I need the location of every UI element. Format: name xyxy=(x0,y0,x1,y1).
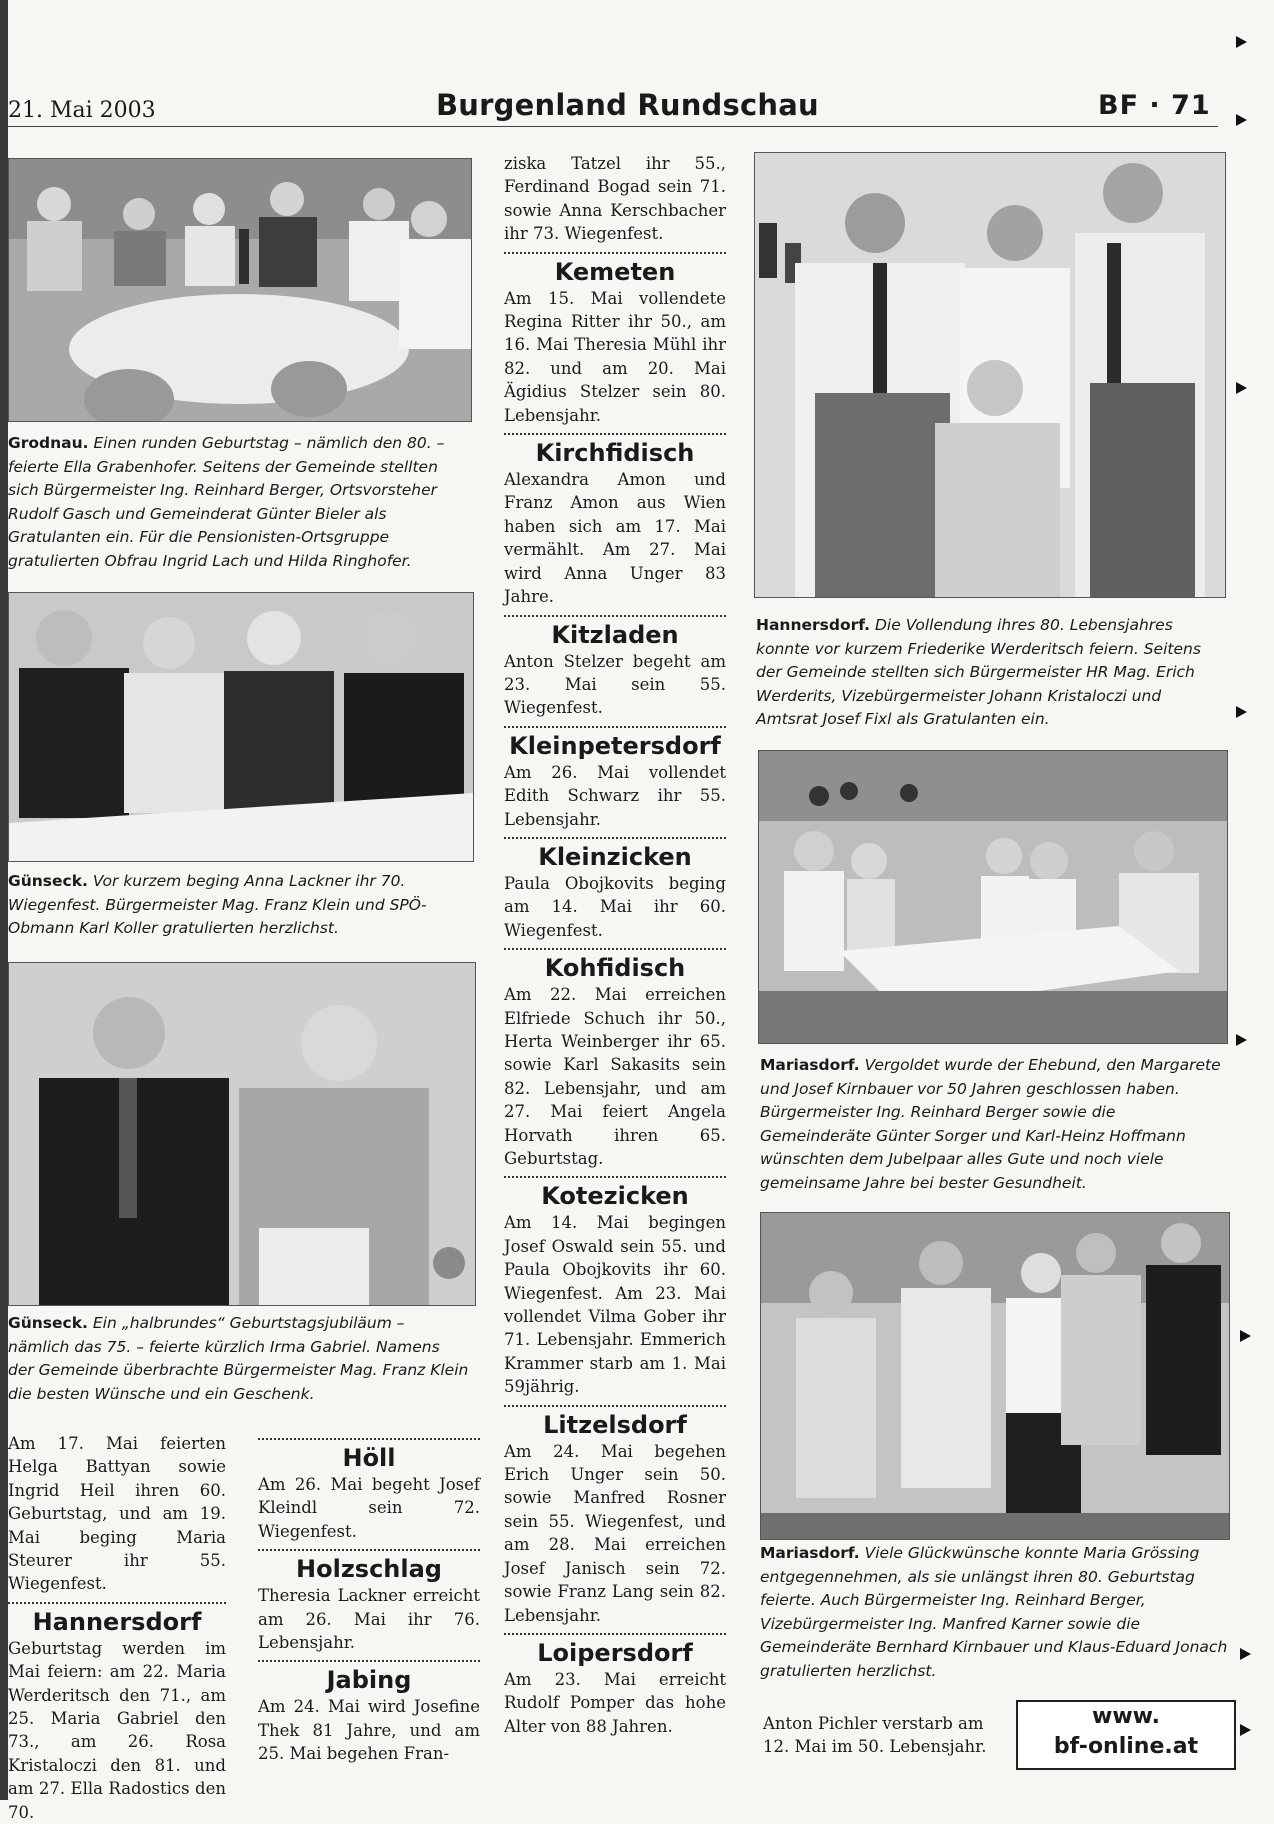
section-kohfidisch xyxy=(504,948,726,1170)
dotted-rule xyxy=(504,1176,726,1178)
margin-mark-icon xyxy=(1236,706,1247,718)
margin-mark-icon xyxy=(1236,1034,1247,1046)
town-heading: Kleinzicken xyxy=(538,842,692,871)
caption-place: Hannersdorf. xyxy=(756,616,871,634)
caption-guenseck-lackner xyxy=(8,870,470,941)
dotted-rule xyxy=(258,1660,480,1662)
margin-mark-icon xyxy=(1236,36,1247,48)
section-text: Am 26. Mai begeht Josef Kleindl sein 72. Wiegenfest. xyxy=(258,1475,480,1541)
margin-mark-icon xyxy=(1240,1330,1251,1342)
page-number: BF · 71 xyxy=(1098,90,1211,121)
section-text: Am 23. Mai erreicht Rudolf Pomper das hohe Alter von 88 Jahren. xyxy=(504,1669,726,1736)
town-heading: Kitzladen xyxy=(551,620,679,649)
dotted-rule xyxy=(8,1602,226,1604)
section-litzelsdorf xyxy=(504,1405,726,1627)
section-text: Alexandra Amon und Franz Amon aus Wien haben sich am 17. Mai vermählt. Am 27. Mai wird Anna Unger 83 Jahre. xyxy=(504,470,726,607)
promo-line-1: www. xyxy=(1092,1704,1160,1729)
caption-text: Die Vollendung ihres 80. Lebensjahres konnte vor kurzem Friederike Werderitsch feiern. Seitens der Gemeinde stellten sich Bürgermeister HR Mag. Erich Werderits, Vizebürgermeister Johann Kristaloczi und Amtsrat Josef Fixl als Gratulanten ein. xyxy=(756,616,1201,728)
town-heading: Litzelsdorf xyxy=(543,1410,687,1439)
dotted-rule xyxy=(504,252,726,254)
caption-place: Günseck. xyxy=(8,872,88,890)
section-text: Am 24. Mai begehen Erich Unger sein 50. sowie Manfred Rosner sein 55. Wiegenfest, und am 28. Mai erreichen Josef Janisch sein 72. sowie Franz Lang sein 82. Lebensjahr. xyxy=(504,1441,726,1625)
caption-text: Vergoldet wurde der Ehebund, den Margarete und Josef Kirnbauer vor 50 Jahren geschlossen haben. Bürgermeister Ing. Reinhard Berger sowie die Gemeinderäte Günter Sorger und Karl-Heinz Hoffmann wünschten dem Jubelpaar alles Gute und noch viele gemeinsame Jahre bei bester Gesundheit. xyxy=(760,1056,1221,1192)
website-promo[interactable] xyxy=(1016,1700,1236,1770)
section-kleinpetersdorf xyxy=(504,726,726,831)
town-heading: Kleinpetersdorf xyxy=(509,731,721,760)
margin-mark-icon xyxy=(1236,114,1247,126)
section-kitzladen xyxy=(504,615,726,720)
scan-edge xyxy=(0,0,8,1800)
photo-hannersdorf xyxy=(754,152,1226,598)
photo-mariasdorf-groessing xyxy=(760,1212,1230,1540)
section-text: Am 26. Mai vollendet Edith Schwarz ihr 55. Lebensjahr. xyxy=(504,762,726,829)
promo-line-2: bf-online.at xyxy=(1053,1734,1199,1759)
dotted-rule xyxy=(504,948,726,950)
column-a-intro: Am 17. Mai feierten Helga Battyan sowie Ingrid Heil ihren 60. Geburtstag, und am 19. Mai beging Maria Steurer ihr 55. Wiegenfest. xyxy=(8,1434,226,1594)
section-kirchfidisch xyxy=(504,433,726,608)
section-loipersdorf xyxy=(504,1633,726,1738)
photo-grodnau xyxy=(8,158,472,422)
section-text: Anton Stelzer begeht am 23. Mai sein 55. Wiegenfest. xyxy=(504,651,726,718)
dotted-rule xyxy=(504,726,726,728)
section-text: Am 24. Mai wird Josefine Thek 81 Jahre, und am 25. Mai begehen Fran- xyxy=(258,1697,480,1764)
section-title: Burgenland Rundschau xyxy=(436,88,819,122)
town-heading: Loipersdorf xyxy=(537,1638,693,1667)
town-heading: Hannersdorf xyxy=(32,1607,202,1636)
dotted-rule xyxy=(258,1549,480,1551)
town-heading: Holzschlag xyxy=(296,1555,442,1584)
photo-guenseck-gabriel xyxy=(8,962,476,1306)
section-text: Theresia Lackner erreicht am 26. Mai ihr 76. Lebensjahr. xyxy=(258,1586,480,1653)
dotted-rule xyxy=(504,1405,726,1407)
column-c-intro: ziska Tatzel ihr 55., Ferdinand Bogad sein 71. sowie Anna Kerschbacher ihr 73. Wiegenfest. xyxy=(504,154,726,244)
section-text: Paula Obojkovits beging am 14. Mai ihr 60. Wiegenfest. xyxy=(504,873,726,940)
column-b xyxy=(258,1432,480,1766)
town-heading: Kirchfidisch xyxy=(535,439,695,468)
issue-date: 21. Mai 2003 xyxy=(8,98,156,123)
section-kleinzicken xyxy=(504,837,726,942)
margin-mark-icon xyxy=(1240,1648,1251,1660)
margin-mark-icon xyxy=(1240,1724,1251,1736)
section-kotezicken xyxy=(504,1176,726,1398)
header-rule xyxy=(8,126,1218,127)
caption-text: Einen runden Geburtstag – nämlich den 80. – feierte Ella Grabenhofer. Seitens der Gemeinde stellten sich Bürgermeister Ing. Reinhard Berger, Ortsvorsteher Rudolf Gasch und Gemeinderat Günter Bieler als Gratulanten ein. Für die Pensionisten-Ortsgruppe gratulierten Obfrau Ingrid Lach und Hilda Ringhofer. xyxy=(8,434,445,570)
town-heading: Jabing xyxy=(326,1666,412,1695)
caption-text: Ein „halbrundes“ Geburtstagsjubiläum – nämlich das 75. – feierte kürzlich Irma Gabriel. Namens der Gemeinde überbrachte Bürgermeister Mag. Franz Klein die besten Wünsche und ein Geschenk. xyxy=(8,1314,469,1403)
section-text: Am 15. Mai vollendete Regina Ritter ihr 50., am 16. Mai Theresia Mühl ihr 82. und am 20. Mai Ägidius Stelzer sein 80. Lebensjahr. xyxy=(504,288,726,425)
section-jabing xyxy=(258,1660,480,1765)
dotted-rule xyxy=(504,837,726,839)
caption-text: Viele Glückwünsche konnte Maria Grössing entgegennehmen, als sie unlängst ihren 80. Geburtstag feierte. Auch Bürgermeister Ing. Reinhard Berger, Vizebürgermeister Ing. Manfred Karner sowie die Gemeinderäte Bernhard Kirnbauer und Klaus-Eduard Jonach gratulierten herzlichst. xyxy=(760,1544,1228,1680)
caption-place: Mariasdorf. xyxy=(760,1544,860,1562)
section-hoell xyxy=(258,1438,480,1543)
section-kemeten xyxy=(504,252,726,427)
section-holzschlag xyxy=(258,1549,480,1654)
dotted-rule xyxy=(504,1633,726,1635)
caption-hannersdorf xyxy=(756,614,1224,732)
town-heading: Kotezicken xyxy=(541,1182,689,1211)
dotted-rule xyxy=(504,615,726,617)
column-c xyxy=(504,152,726,1738)
dotted-rule xyxy=(504,433,726,435)
section-text: Am 14. Mai begingen Josef Oswald sein 55. und Paula Obojkovits ihr 60. Wiegenfest. Am 23. Mai vollendet Vilma Gober ihr 71. Lebensjahr. Emmerich Krammer starb am 1. Mai 59jährig. xyxy=(504,1213,726,1397)
caption-place: Mariasdorf. xyxy=(760,1056,860,1074)
margin-mark-icon xyxy=(1236,382,1247,394)
section-text: Geburtstag werden im Mai feiern: am 22. Maria Werderitsch den 71., am 25. Maria Gabriel den 73., am 26. Rosa Kristaloczi den 81. und am 27. Ella Radostics den 70. xyxy=(8,1638,226,1822)
town-heading: Kohfidisch xyxy=(544,954,686,983)
obituary-notice: Anton Pichler verstarb am 12. Mai im 50. Lebensjahr. xyxy=(763,1714,987,1757)
photo-guenseck-lackner xyxy=(8,592,474,862)
caption-guenseck-gabriel xyxy=(8,1312,470,1406)
caption-place: Grodnau. xyxy=(8,434,89,452)
section-hannersdorf xyxy=(8,1602,226,1824)
town-heading: Kemeten xyxy=(554,257,676,286)
caption-place: Günseck. xyxy=(8,1314,88,1332)
caption-mariasdorf-groessing xyxy=(760,1542,1228,1683)
section-text: Am 22. Mai erreichen Elfriede Schuch ihr 50., Herta Weinberger ihr 65. sowie Karl Sakasits sein 82. Lebensjahr, und am 27. Mai feiert Angela Horvath ihren 65. Geburtstag. xyxy=(504,985,726,1168)
town-heading: Höll xyxy=(342,1444,396,1472)
dotted-rule xyxy=(258,1438,480,1440)
column-a xyxy=(8,1432,226,1824)
photo-mariasdorf-kirnbauer xyxy=(758,750,1228,1044)
caption-grodnau xyxy=(8,432,470,573)
caption-text: Vor kurzem beging Anna Lackner ihr 70. Wiegenfest. Bürgermeister Mag. Franz Klein und SPÖ-Obmann Karl Koller gratulierten herzlichst. xyxy=(8,872,427,937)
caption-mariasdorf-kirnbauer xyxy=(760,1054,1226,1195)
